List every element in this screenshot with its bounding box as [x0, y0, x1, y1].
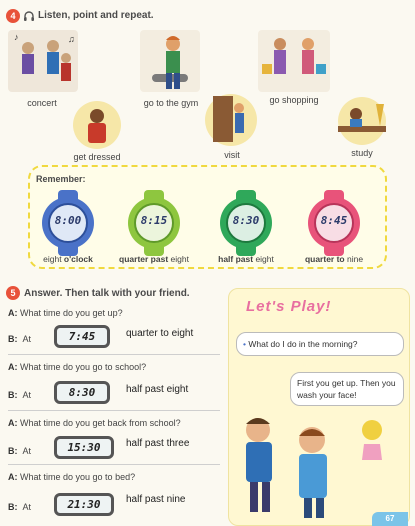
divider — [8, 410, 220, 411]
question-4: A: What time do you go to bed? — [8, 472, 136, 482]
get-dressed-illustration — [72, 100, 122, 150]
watch-display-8-45: 8:45 — [320, 214, 348, 227]
question-1: A: What time do you get up? — [8, 308, 123, 318]
section-5-instruction: Answer. Then talk with your friend. — [24, 288, 190, 299]
section-4-number: 4 — [6, 9, 20, 23]
watch-display-8-30: 8:30 — [232, 214, 260, 227]
activity-label-visit: visit — [224, 150, 240, 160]
watch-label-8-45: quarter to nine — [304, 254, 364, 264]
activity-label-study: study — [351, 148, 373, 158]
answer-1-text: quarter to eight — [126, 328, 194, 339]
answer-3-prefix: B: At — [8, 446, 32, 456]
lets-play-prompt: What do I do in the morning? — [248, 339, 358, 349]
gym-illustration — [140, 30, 200, 92]
lets-play-prompt-box: • What do I do in the morning? — [236, 332, 404, 356]
digital-time-3: 15:30 — [54, 436, 114, 459]
remember-title: Remember: — [36, 174, 86, 184]
digital-time-2: 8:30 — [54, 381, 110, 404]
answer-3-text: half past three — [126, 438, 190, 449]
watch-label-8-30: half past eight — [218, 254, 274, 264]
watch-display-8-00: 8:00 — [54, 214, 82, 227]
activity-label-shopping: go shopping — [269, 95, 319, 105]
shopping-illustration — [258, 30, 330, 92]
headphones-icon — [23, 10, 35, 22]
answer-2-text: half past eight — [126, 384, 189, 395]
activity-label-concert: concert — [27, 98, 57, 108]
activity-label-gym: go to the gym — [143, 98, 199, 108]
concert-illustration — [8, 30, 78, 92]
divider — [8, 354, 220, 355]
lets-play-title: Let's Play! — [246, 298, 332, 315]
watch-label-8-00: eight o'clock — [43, 254, 93, 264]
study-illustration — [332, 96, 392, 146]
digital-time-4: 21:30 — [54, 493, 114, 516]
question-2: A: What time do you go to school? — [8, 362, 147, 372]
kids-illustration — [232, 400, 408, 520]
speech-bubble: First you get up. Then you wash your face! — [290, 372, 404, 406]
visit-illustration — [205, 90, 257, 148]
answer-4-prefix: B: At — [8, 502, 32, 512]
digital-time-1: 7:45 — [54, 325, 110, 348]
answer-4-text: half past nine — [126, 494, 186, 505]
section-5-number: 5 — [6, 286, 20, 300]
svg-text:♫: ♫ — [68, 34, 75, 44]
answer-1-prefix: B: At — [8, 334, 32, 344]
activity-label-get-dressed: get dressed — [73, 152, 121, 162]
question-3: A: What time do you get back from school? — [8, 418, 181, 428]
page-number: 67 — [372, 512, 408, 526]
watch-label-8-15: quarter past eight — [119, 254, 189, 264]
watch-display-8-15: 8:15 — [140, 214, 168, 227]
svg-text:♪: ♪ — [14, 32, 19, 42]
section-4-instruction: Listen, point and repeat. — [38, 10, 154, 21]
answer-2-prefix: B: At — [8, 390, 32, 400]
divider — [8, 464, 220, 465]
